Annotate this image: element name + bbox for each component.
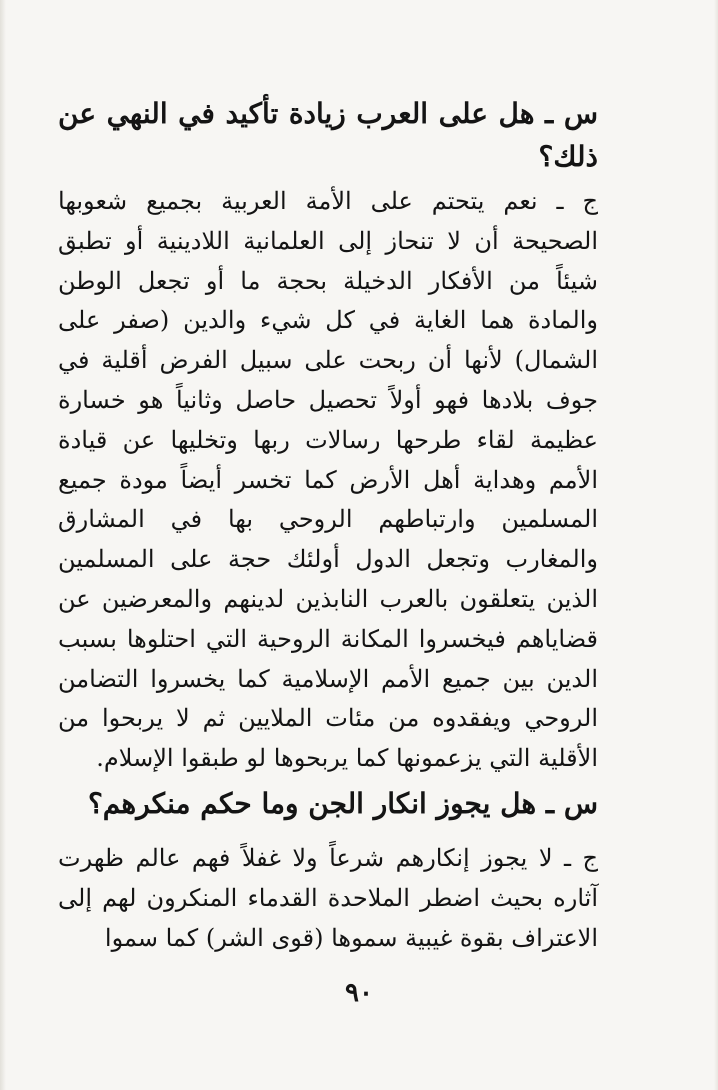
page-number: ٩٠	[345, 978, 373, 1008]
page-edge-shadow	[0, 0, 6, 1090]
answer-2: ج ـ لا يجوز إنكارهم شرعاً ولا غفلاً فهم عالم ظهرت آثاره بحيث اضطر الملاحدة القدماء المنكرون لهم إلى الاعتراف بقوة غيبية سموها (قوى الشر) كما سموا	[58, 844, 598, 952]
question-2: س ـ هل يجوز انكار الجن وما حكم منكرهم؟	[87, 787, 598, 820]
question-1: س ـ هل على العرب زيادة تأكيد في النهي عن ذلك؟	[58, 97, 598, 173]
answer-1: ج ـ نعم يتحتم على الأمة العربية بجميع شعوبها الصحيحة أن لا تنحاز إلى العلمانية اللادينية أو تطبق شيئاً من الأفكار الدخيلة بحجة ما أو تجعل الوطن والمادة هما الغاية في كل شيء والدين (صفر على الشمال) لأنها أن ربحت على سبيل الفرض أقلية في جوف بلادها فهو أولاً تحصيل حاصل وثانياً هو خسارة عظيمة لقاء طرحها رسالات ربها وتخليها عن قيادة الأمم وهداية أهل الأرض كما تخسر أيضاً مودة جميع المسلمين وارتباطهم الروحي بها في المشارق والمغارب وتجعل الدول أولئك حجة على المسلمين الذين يتعلقون بالعرب النابذين لدينهم والمعرضين عن قضاياهم فيخسروا المكانة الروحية التي احتلوها بسبب الدين بين جميع الأمم الإسلامية كما يخسروا التضامن الروحي ويفقدوه من مئات الملايين ثم لا يربحوا من الأقلية التي يزعمونها كما يربحوها لو طبقوا الإسلام.	[58, 187, 598, 773]
page-edge-shadow-right	[714, 0, 718, 1090]
